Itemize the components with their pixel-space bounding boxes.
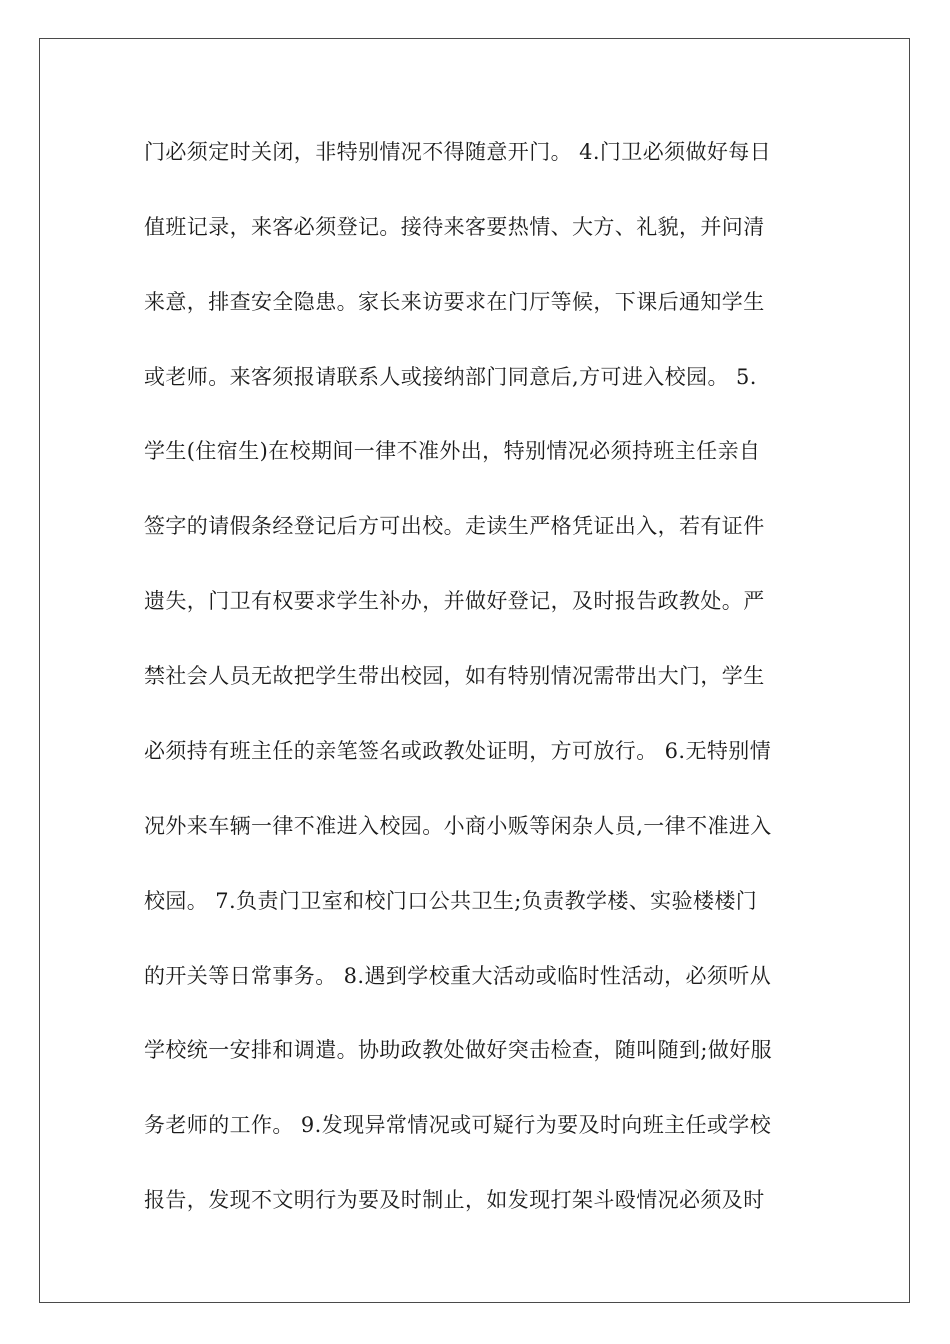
text-line: 必须持有班主任的亲笔签名或政教处证明，方可放行。 6.无特别情 (144, 739, 772, 763)
text-line: 遗失，门卫有权要求学生补办，并做好登记，及时报告政教处。严 (144, 589, 765, 613)
text-line: 的开关等日常事务。 8.遇到学校重大活动或临时性活动，必须听从 (144, 964, 772, 988)
text-line: 报告，发现不文明行为要及时制止，如发现打架斗殴情况必须及时 (144, 1188, 765, 1212)
text-line: 值班记录，来客必须登记。接待来客要热情、大方、礼貌，并问清 (144, 215, 765, 239)
text-line: 来意，排查安全隐患。家长来访要求在门厅等候，下课后通知学生 (144, 290, 765, 314)
text-line: 学生(住宿生)在校期间一律不准外出，特别情况必须持班主任亲自 (144, 439, 761, 463)
text-line: 校园。 7.负责门卫室和校门口公共卫生;负责教学楼、实验楼楼门 (144, 889, 758, 913)
text-line: 或老师。来客须报请联系人或接纳部门同意后,方可进入校园。 5. (144, 365, 757, 389)
text-line: 签字的请假条经登记后方可出校。走读生严格凭证出入，若有证件 (144, 514, 765, 538)
text-line: 门必须定时关闭，非特别情况不得随意开门。 4.门卫必须做好每日 (144, 140, 772, 164)
text-line: 况外来车辆一律不准进入校园。小商小贩等闲杂人员,一律不准进入 (144, 814, 772, 838)
text-line: 禁社会人员无故把学生带出校园，如有特别情况需带出大门，学生 (144, 664, 765, 688)
text-line: 学校统一安排和调遣。协助政教处做好突击检查，随叫随到;做好服 (144, 1038, 773, 1062)
text-line: 务老师的工作。 9.发现异常情况或可疑行为要及时向班主任或学校 (144, 1113, 772, 1137)
